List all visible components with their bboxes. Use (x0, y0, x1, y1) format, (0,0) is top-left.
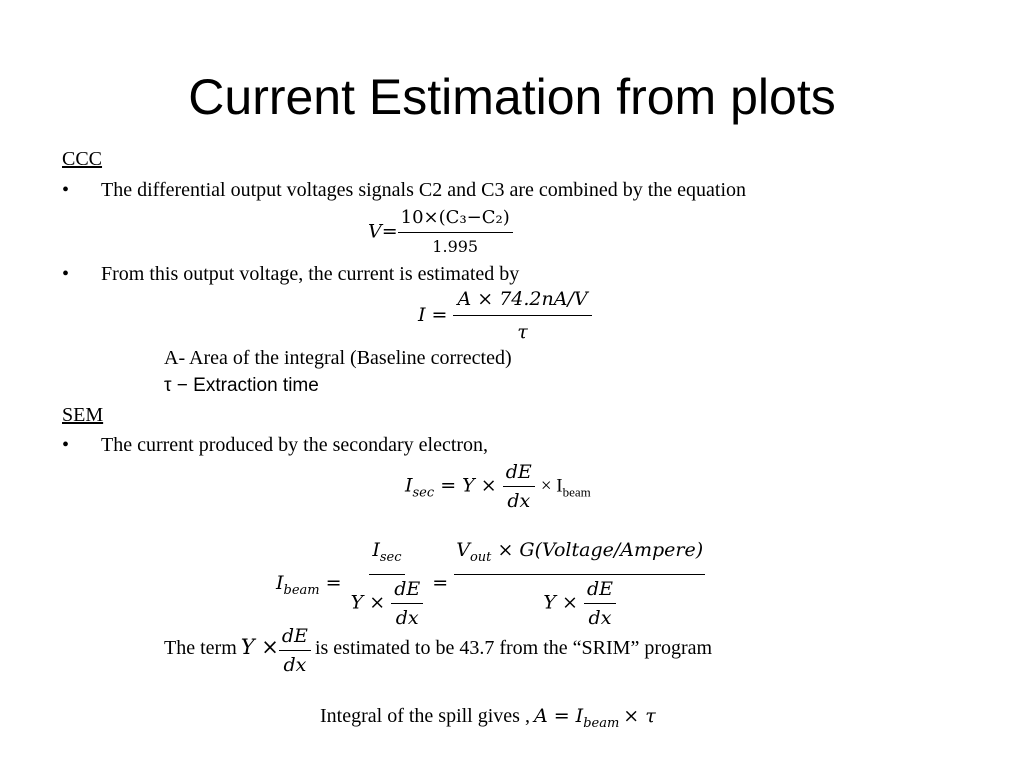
eq4-f1-den-pre: Y × (350, 591, 386, 614)
eq4-f2-num-v: V (456, 539, 470, 561)
sem-heading: SEM (62, 404, 104, 426)
eq3-lhs: I (405, 474, 413, 497)
eq4-f1-dx: dx (395, 607, 419, 629)
term-de: dE (279, 624, 311, 651)
yield-term-line (164, 624, 712, 677)
eq2-denominator: τ (517, 321, 528, 343)
ccc-heading: CCC (62, 148, 103, 170)
eq1-fraction (398, 206, 513, 259)
eq3-lhs-sub: sec (412, 485, 435, 501)
equation-v (368, 206, 513, 259)
eq4-f2-den-frac (584, 577, 616, 630)
equation-ibeam (276, 538, 705, 630)
integral-line (320, 703, 656, 731)
ccc-bullet-1: The differential output voltages signals C2 and C3 are combined by the equation (101, 179, 747, 201)
eq4-f1-de: dE (391, 577, 423, 604)
term-y: Y × (240, 635, 279, 660)
eq4-equals-2: = (432, 572, 449, 594)
equation-i (418, 287, 592, 344)
eq4-f2-den-pre: Y × (543, 591, 578, 614)
term-suffix: is estimated to be 43.7 from the “SRIM” program (314, 637, 713, 660)
eq4-f2-num-sub: out (469, 550, 492, 565)
eq2-numerator: A × 74.2nA/V (453, 287, 591, 316)
eq4-f1-den-frac (391, 577, 423, 630)
eq4-fraction-1 (348, 538, 427, 630)
eq4-lhs: I (276, 572, 284, 594)
integral-eq-sub: beam (583, 716, 620, 731)
bullet-marker: • (62, 434, 70, 456)
eq4-f2-numerator (454, 538, 705, 575)
eq3-fraction (503, 460, 535, 513)
integral-eq-post: × τ (623, 705, 656, 727)
eq4-f2-dx: dx (588, 607, 612, 629)
bullet-marker: • (62, 179, 70, 201)
eq4-f1-num-i: I (372, 539, 380, 561)
eq1-lhs: V= (368, 220, 398, 243)
eq2-lhs: I = (418, 303, 448, 326)
ccc-note-area: A- Area of the integral (Baseline corrected) (164, 347, 512, 369)
eq4-f1-num-sub: sec (379, 550, 402, 565)
integral-eq-pre: A = I (533, 705, 584, 727)
term-fraction (279, 624, 311, 677)
integral-text: Integral of the spill gives , (320, 705, 530, 727)
sem-bullet-1: The current produced by the secondary electron, (101, 434, 489, 456)
eq3-tail-sub: beam (562, 484, 591, 500)
equation-isec (405, 460, 591, 513)
ccc-bullet-2: From this output voltage, the current is estimated by (101, 263, 520, 285)
eq3-denominator: dx (507, 490, 531, 512)
eq4-fraction-2 (454, 538, 705, 630)
eq3-tail: × I (540, 475, 563, 497)
term-prefix: The term (164, 637, 237, 660)
eq1-denominator: 1.995 (432, 237, 479, 256)
ccc-note-tau: τ − Extraction time (164, 375, 319, 396)
eq3-numerator: dE (503, 460, 535, 487)
eq1-numerator: 10×(C₃−C₂) (398, 206, 513, 233)
eq3-mid: = Y × (440, 474, 497, 497)
eq4-f1-numerator (369, 538, 404, 575)
eq4-f2-denominator (540, 575, 619, 630)
eq4-lhs-sub: beam (283, 583, 320, 598)
eq4-f2-de: dE (584, 577, 616, 604)
eq2-fraction (453, 287, 591, 344)
bullet-marker: • (62, 263, 70, 285)
slide-title: Current Estimation from plots (188, 69, 836, 125)
eq4-f1-denominator (348, 575, 427, 630)
eq4-f2-num-rest: × G(Voltage/Ampere) (497, 539, 704, 561)
eq4-equals-1: = (325, 572, 342, 594)
term-dx: dx (283, 654, 307, 676)
